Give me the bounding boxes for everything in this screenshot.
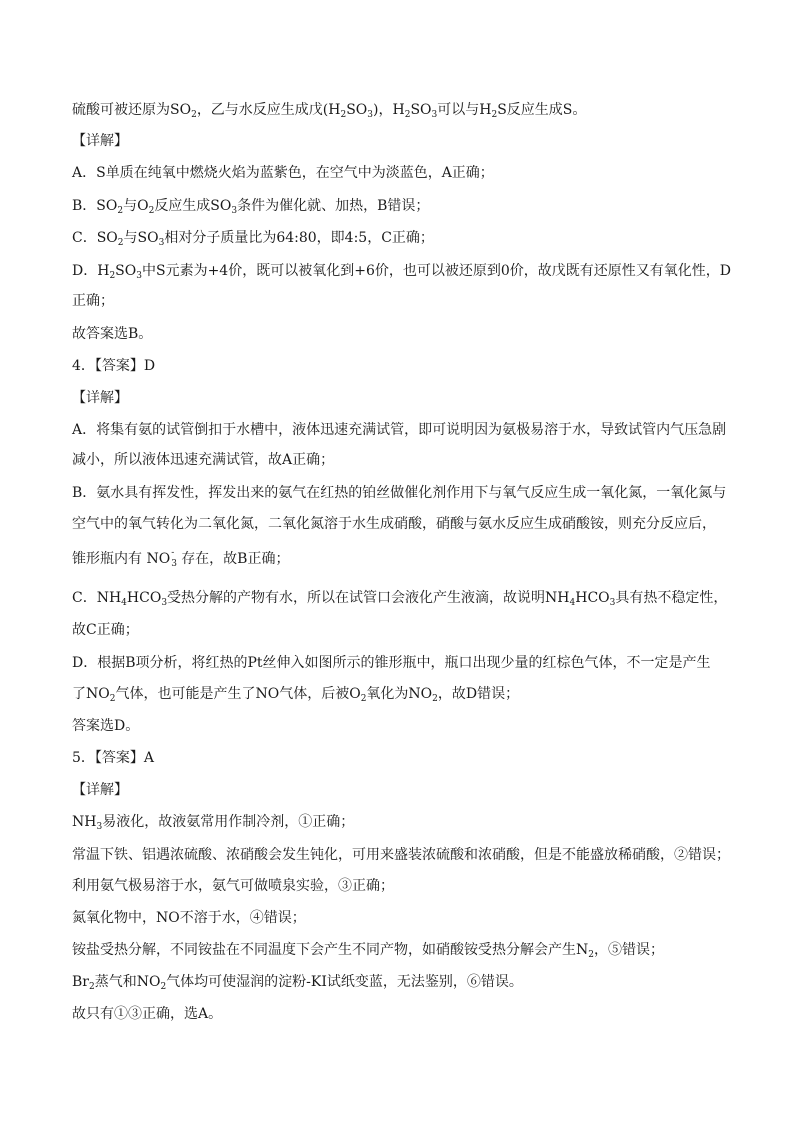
paragraph: B．氨水具有挥发性，挥发出来的氨气在红热的铂丝做催化剂作用下与氧气反应生成一氧化氮，一氧化氮与 — [72, 485, 727, 501]
section-heading: 【详解】 — [72, 782, 128, 798]
paragraph: 故C正确； — [72, 622, 139, 638]
paragraph: 了$NO_2$气体，也可能是产生了NO气体，后被$O_2$氧化为$NO_2$，故D错误； — [72, 686, 520, 704]
paragraph: 锥形瓶内有 NO - 3 存在，故B正确； — [72, 548, 290, 569]
paragraph: 空气中的氧气转化为二氧化氮，二氧化氮溶于水生成硝酸，硝酸与氨水反应生成硝酸铵，则充分反应后， — [72, 516, 716, 532]
paragraph: 减小，所以液体迅速充满试管，故A正确； — [72, 452, 335, 468]
paragraph: 故只有①③正确，选A。 — [72, 1006, 223, 1022]
paragraph: 故答案选B。 — [72, 326, 153, 342]
paragraph: 常温下铁、铝遇浓硫酸、浓硝酸会发生钝化，可用来盛装浓硫酸和浓硝酸，但是不能盛放稀硝酸，②错误； — [72, 847, 730, 863]
answer-heading: 4．【答案】D — [72, 358, 156, 374]
paragraph: $NH_3$易液化，故液氨常用作制冷剂，①正确； — [72, 814, 355, 832]
section-heading: 【详解】 — [72, 390, 128, 406]
paragraph: D．$H_2SO_3$中S元素为+4价，既可以被氧化到+6价，也可以被还原到0价，故戊既有还原性又有氧化性，D — [72, 263, 731, 281]
section-heading: 【详解】 — [72, 133, 128, 149]
paragraph: 氮氧化物中，NO不溶于水，④错误； — [72, 910, 306, 926]
paragraph: B．$SO_2$与$O_2$反应生成$SO_3$条件为催化就、加热，B错误； — [72, 198, 430, 216]
paragraph: D．根据B项分析，将红热的Pt丝伸入如图所示的锥形瓶中，瓶口出现少量的红棕色气体，不一定是产生 — [72, 655, 711, 671]
paragraph: A．S单质在纯氧中燃烧火焰为蓝紫色，在空气中为淡蓝色，A正确； — [72, 165, 494, 181]
paragraph: $Br_2$蒸气和$NO_2$气体均可使湿润的淀粉-KI试纸变蓝，无法鉴别，⑥错误。 — [72, 974, 523, 992]
paragraph: A．将集有氨的试管倒扣于水槽中，液体迅速充满试管，即可说明因为氨极易溶于水，导致试管内气压急剧 — [72, 422, 727, 438]
answer-heading: 5．【答案】A — [72, 750, 155, 766]
paragraph: 硫酸可被还原为$SO_2$，乙与水反应生成戊$(H_2SO_3)$，$H_2SO_3$可以与$H_2S$反应生成S。 — [72, 102, 587, 120]
paragraph: 正确； — [72, 293, 114, 309]
paragraph: 利用氨气极易溶于水，氨气可做喷泉实验，③正确； — [72, 878, 394, 894]
paragraph: C．$SO_2$与$SO_3$相对分子质量比为64:80，即4:5，C正确； — [72, 230, 434, 248]
paragraph: 铵盐受热分解，不同铵盐在不同温度下会产生不同产物，如硝酸铵受热分解会产生$N_2$，⑤错误； — [72, 942, 664, 960]
paragraph: 答案选D。 — [72, 718, 140, 734]
paragraph: C．$NH_4HCO_3$受热分解的产物有水，所以在试管口会液化产生液滴，故说明$NH_4HCO_3$具有热不稳定性， — [72, 590, 728, 608]
